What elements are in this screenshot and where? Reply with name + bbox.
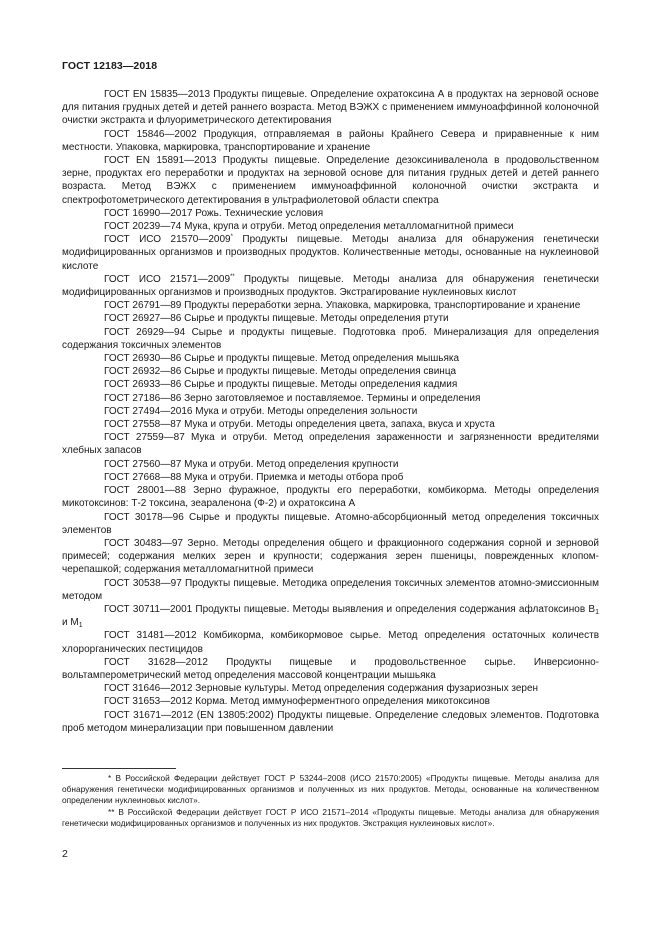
subscript: 1 [595,608,599,616]
reference-entry: ГОСТ 26933—86 Сырье и продукты пищевые. Методы определения кадмия [104,379,458,391]
reference-title: Продукты пищевые. Методы анализа для обнаружения генетически модифицированных организмов и производных продуктов. Экстрагирование нуклеиновых кислот [62,273,599,299]
footnote-text: В Российской Федерации действует ГОСТ Р ИСО 21571–2014 «Продукты пищевые. Методы анализа для обнаружения генетически модифицированных организмов и полученных из них продуктов. Экстракция нуклеиновых кислот». [62,807,599,829]
footnote [62,773,599,805]
reference-entry: ГОСТ 27559—87 Мука и отруби. Метод определения зараженности и загрязненности вредителями хлебных запасов [62,432,599,457]
footnote-marker: * [108,773,112,783]
reference-entry: ГОСТ 27558—87 Мука и отруби. Методы определения цвета, запаха, вкуса и хруста [104,419,495,431]
reference-entry: ГОСТ 15846—2002 Продукция, отправляемая в районы Крайнего Севера и приравненные к ним местности. Упаковка, маркировка, транспортирование и хранение [62,128,599,153]
reference-entry [62,233,599,273]
footnote-divider [62,768,176,769]
reference-entry: ГОСТ 27186—86 Зерно заготовляемое и поставляемое. Термины и определения [104,392,481,404]
page-number: 2 [62,848,68,860]
reference-code: ГОСТ ИСО 21570—2009 [104,234,231,246]
subscript: 1 [78,622,83,630]
reference-entry: ГОСТ 31653—2012 Корма. Метод иммуноферментного определения микотоксинов [104,696,490,708]
reference-code: ГОСТ ИСО 21571—2009 [104,273,231,285]
reference-text: и М [62,617,79,629]
reference-entry: ГОСТ 26932—86 Сырье и продукты пищевые. Методы определения свинца [104,366,457,378]
reference-entry: ГОСТ 27668—88 Мука и отруби. Приемка и методы отбора проб [104,471,404,483]
footnote-text: В Российской Федерации действует ГОСТ Р 53244–2008 (ИСО 21570:2005) «Продукты пищевые. Методы анализа для обнаружения генетически модифицированных организмов и полученных из них продуктов. Методы, основанные на количественном определении нуклеиновых кислот». [62,773,599,805]
document-header: ГОСТ 12183—2018 [62,60,158,72]
reference-entry [62,273,599,299]
footnote-marker: * [230,234,233,241]
reference-entry: ГОСТ EN 15891—2013 Продукты пищевые. Определение дезоксиниваленола в продовольственном зерне, продуктах его переработки и продуктах на зерновой основе для питания грудных детей и детей раннего возраста. Метод ВЭЖХ с применением иммуноаффинной колоночной очистки экстракта и спектрофотометрического детектирования в ультрафиолетовой области спектра [62,155,599,206]
reference-entry: ГОСТ 31671—2012 (EN 13805:2002) Продукты пищевые. Определение следовых элементов. Подготовка проб методом минерализации при повышенном давлении [62,709,599,734]
reference-entry: ГОСТ 26927—86 Сырье и продукты пищевые. Методы определения ртути [104,313,449,325]
reference-entry: ГОСТ 16990—2017 Рожь. Технические условия [104,207,324,219]
footnotes [62,773,599,831]
references-list [62,88,599,735]
reference-entry: ГОСТ 26791—89 Продукты переработки зерна. Упаковка, маркировка, транспортирование и хранение [104,300,581,312]
reference-entry: ГОСТ 27494—2016 Мука и отруби. Методы определения зольности [104,405,418,417]
footnote-marker: ** [108,807,115,818]
reference-entry: ГОСТ 31628—2012 Продукты пищевые и продовольственное сырье. Инверсионно-вольтамперометрический метод определения массовой концентрации мышьяка [62,656,599,681]
reference-text: ГОСТ 30711—2001 Продукты пищевые. Методы выявления и определения содержания афлатоксинов В [104,603,596,615]
reference-entry: ГОСТ 31646—2012 Зерновые культуры. Метод определения содержания фузариозных зерен [104,683,539,695]
reference-entry: ГОСТ 28001—88 Зерно фуражное, продукты его переработки, комбикорма. Методы определения микотоксинов: Т-2 токсина, зеараленона (Ф-2) и охратоксина А [62,485,599,510]
reference-title: Продукты пищевые. Методы анализа для обнаружения генетически модифицированных организмов и производных продуктов. Количественные методы, основанные на нуклеиновой кислоте [62,234,599,272]
footnote-marker: ** [230,273,235,280]
reference-entry [62,603,599,629]
reference-entry: ГОСТ 26929—94 Сырье и продукты пищевые. Подготовка проб. Минерализация для определения содержания токсичных элементов [62,326,599,351]
reference-entry: ГОСТ 20239—74 Мука, крупа и отруби. Метод определения металломагнитной примеси [104,221,514,233]
reference-entry: ГОСТ EN 15835—2013 Продукты пищевые. Определение охратоксина А в продуктах на зерновой основе для питания грудных детей и детей раннего возраста. Метод ВЭЖХ с применением иммуноаффинной колоночной очистки экстракта и флуориметрического детектирования [62,89,599,127]
reference-entry: ГОСТ 30483—97 Зерно. Методы определения общего и фракционного содержания сорной и зерновой примесей; содержания мелких зерен и крупности; содержания зерен пшеницы, поврежденных клопом-черепашкой; содержания металломагнитной примеси [62,537,599,576]
reference-entry: ГОСТ 30178—96 Сырье и продукты пищевые. Атомно-абсорбционный метод определения токсичных элементов [62,511,599,536]
reference-entry: ГОСТ 27560—87 Мука и отруби. Метод определения крупности [104,458,399,470]
reference-entry: ГОСТ 26930—86 Сырье и продукты пищевые. Метод определения мышьяка [104,353,460,365]
reference-entry: ГОСТ 31481—2012 Комбикорма, комбикормовое сырье. Метод определения остаточных количеств хлорорганических пестицидов [62,630,599,655]
reference-entry: ГОСТ 30538—97 Продукты пищевые. Методика определения токсичных элементов атомно-эмиссионным методом [62,577,599,602]
footnote [62,807,599,829]
